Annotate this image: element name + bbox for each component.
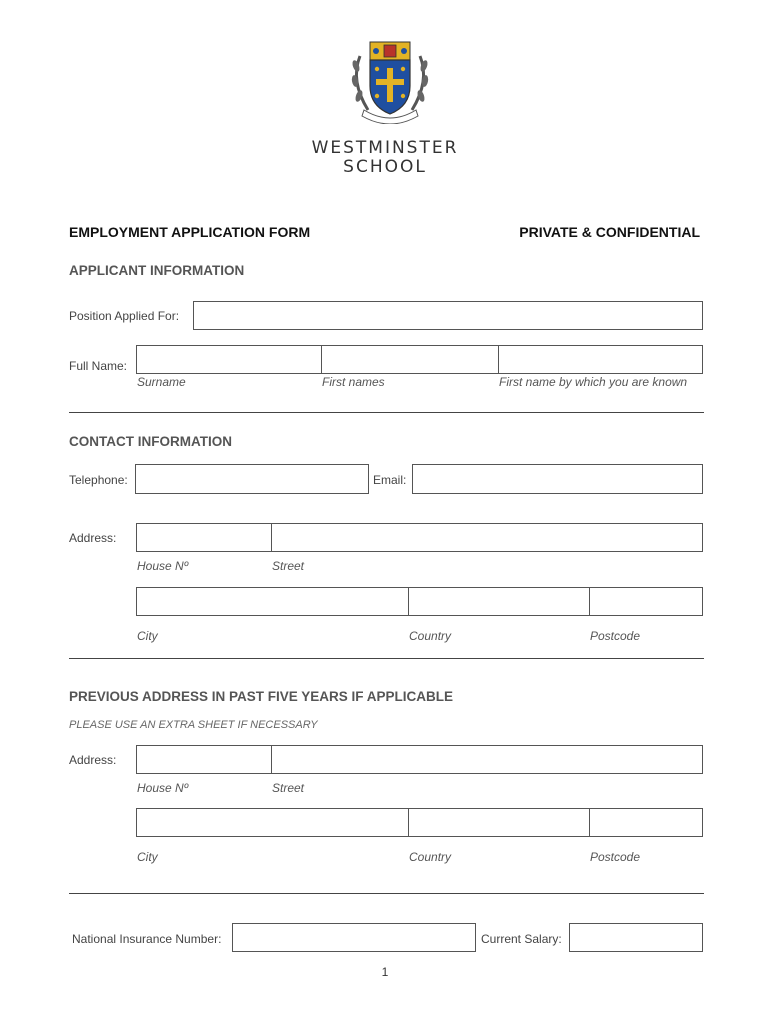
section-heading-applicant: APPLICANT INFORMATION [69, 263, 245, 278]
street-caption: Street [272, 559, 305, 573]
confidential-label: PRIVATE & CONFIDENTIAL [519, 224, 700, 240]
current-salary-input[interactable] [569, 923, 703, 952]
surname-caption: Surname [137, 375, 186, 389]
known-name-input[interactable] [498, 345, 703, 374]
previous-postcode-input[interactable] [589, 808, 703, 837]
house-number-input[interactable] [136, 523, 272, 552]
house-number-caption: House Nº [137, 559, 189, 573]
school-name-line1: WESTMINSTER [311, 138, 459, 158]
email-label: Email: [373, 473, 407, 487]
previous-street-caption: Street [272, 781, 305, 795]
section-heading-previous-address: PREVIOUS ADDRESS IN PAST FIVE YEARS IF APPLICABLE [69, 689, 454, 704]
telephone-label: Telephone: [69, 473, 128, 487]
email-input[interactable] [412, 464, 703, 494]
previous-house-number-input[interactable] [136, 745, 272, 774]
previous-city-caption: City [137, 850, 158, 864]
extra-sheet-note: PLEASE USE AN EXTRA SHEET IF NECESSARY [69, 719, 318, 731]
divider [69, 658, 704, 659]
form-title: EMPLOYMENT APPLICATION FORM [69, 224, 311, 240]
previous-address-label: Address: [69, 753, 117, 767]
telephone-input[interactable] [135, 464, 369, 494]
street-input[interactable] [271, 523, 703, 552]
previous-house-number-caption: House Nº [137, 781, 189, 795]
firstnames-caption: First names [322, 375, 385, 389]
previous-country-input[interactable] [408, 808, 590, 837]
postcode-caption: Postcode [590, 629, 641, 643]
previous-postcode-caption: Postcode [590, 850, 641, 864]
section-heading-contact: CONTACT INFORMATION [69, 434, 232, 449]
ni-number-input[interactable] [232, 923, 476, 952]
previous-country-caption: Country [409, 850, 452, 864]
firstnames-input[interactable] [321, 345, 499, 374]
known-name-caption: First name by which you are known [499, 375, 688, 389]
previous-street-input[interactable] [271, 745, 703, 774]
school-name-line2: SCHOOL [343, 157, 427, 177]
school-crest-icon [346, 36, 434, 124]
previous-city-input[interactable] [136, 808, 409, 837]
position-input[interactable] [193, 301, 703, 330]
page-number: 1 [381, 965, 389, 979]
city-input[interactable] [136, 587, 409, 616]
position-label: Position Applied For: [69, 309, 180, 323]
country-input[interactable] [408, 587, 590, 616]
current-salary-label: Current Salary: [481, 932, 562, 946]
divider [69, 412, 704, 413]
divider [69, 893, 704, 894]
country-caption: Country [409, 629, 452, 643]
surname-input[interactable] [136, 345, 322, 374]
address-label: Address: [69, 531, 117, 545]
postcode-input[interactable] [589, 587, 703, 616]
ni-number-label: National Insurance Number: [72, 932, 222, 946]
fullname-label: Full Name: [69, 359, 128, 373]
city-caption: City [137, 629, 158, 643]
